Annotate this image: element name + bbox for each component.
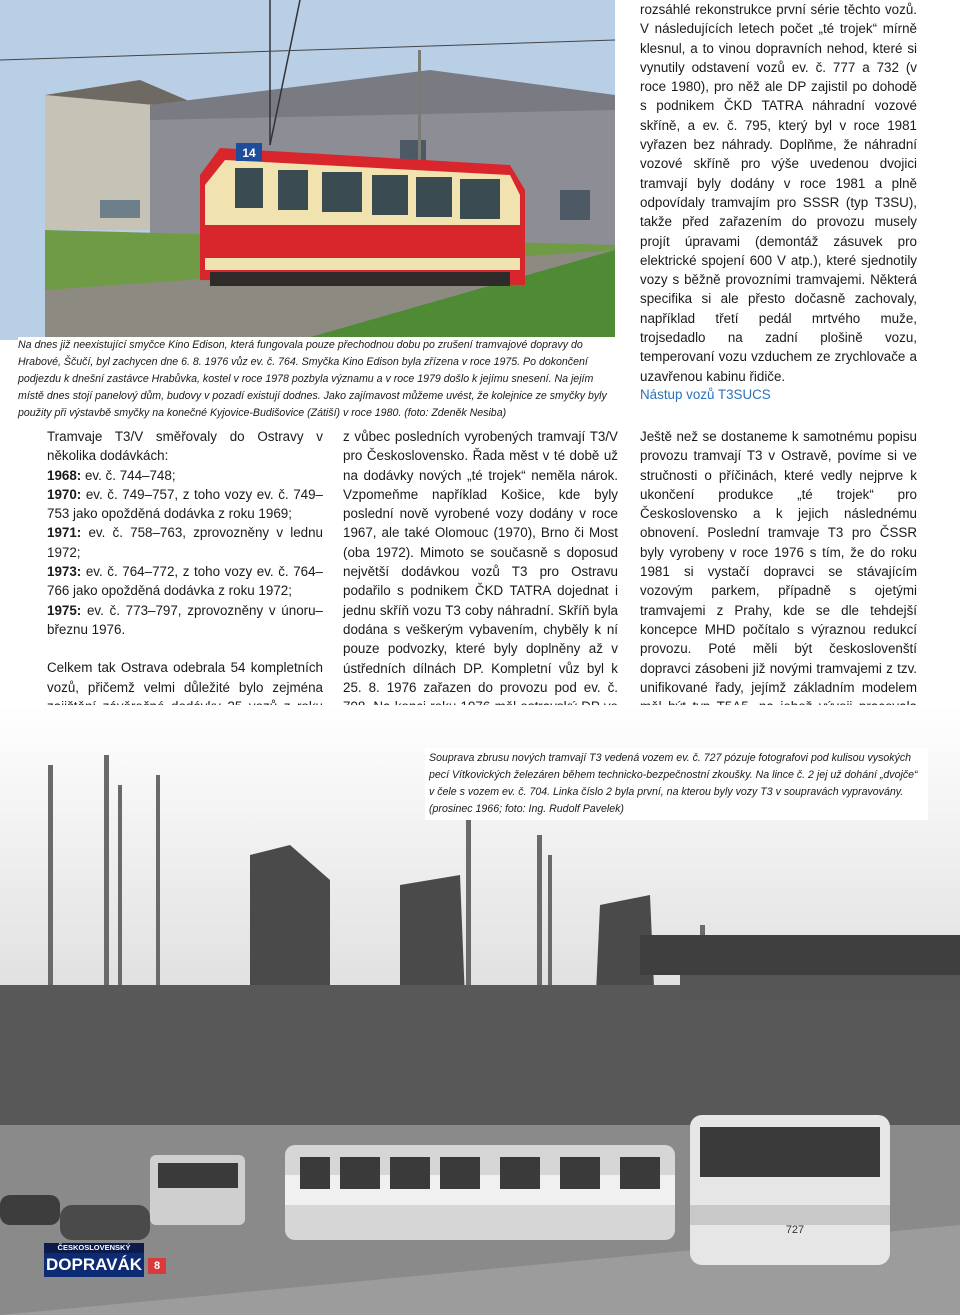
top-photo-caption: Na dnes již neexistující smyčce Kino Edison, která fungovala pouze přechodnou dobu po zrušení tramvajové dopravy do Hrabové, Ščučí, byl zachycen dne 6. 8. 1976 vůz ev. č. 764. Smyčka Kino Edison byla zřízena v roce 1975. Po dokončení podjezdu k dnešní zastávce Hrabůvka, kostel v roce 1978 pozbyla významu a v roce 1979 došlo k jejímu snesení. Na jejím místě dnes stojí panelový dům, budovy v pozadí existují dodnes. Jako zajímavost můžeme uvést, že kolejnice ze smyčky byly použity při výstavbě smyčky na konečné Kyjovice-Budišovice (Zátiší) v roce 1980. (foto: Zdeněk Nesiba): [18, 337, 615, 423]
deliveries-intro: Tramvaje T3/V směřovaly do Ostravy v několika dodávkách:: [47, 429, 323, 464]
bottom-photo-caption: Souprava zbrusu nových tramvají T3 vedená vozem ev. č. 727 pózuje fotografovi pod kulisou vysokých pecí Vítkovických železáren během technicko-bezpečnostní zkoušky. Na lince č. 2 jej už dohání „dvojče“ v čele s vozem ev. č. 704. Linka číslo 2 byla první, na kterou byly vozy T3 v soupravách vypravovány. (prosinec 1966; foto: Ing. Rudolf Pavelek): [425, 748, 928, 820]
svg-text:14: 14: [242, 146, 256, 160]
logo-line2: DOPRAVÁK: [44, 1253, 144, 1277]
tram-icon: [200, 143, 525, 286]
delivery-1973: 1973: ev. č. 764–772, z toho vozy ev. č. 764–766 jako opožděná dodávka z roku 1972;: [47, 564, 323, 599]
delivery-1971: 1971: ev. č. 758–763, zprovozněny v lednu 1972;: [47, 525, 323, 560]
column3-paragraph-top: rozsáhlé rekonstrukce první série těchto vozů. V následujících letech počet „té trojek“ mírně klesnul, a to vinou dopravních nehod, které si vynutily odstavení vozů ev. č. 777 a 732 (v roce 1980), pro něž ale DP zajistil po dohodě s podnikem ČKD TATRA náhradní vozové skříně, a ev. č. 795, který byl v roce 1981 vyřazen bez náhrady. Doplňme, že náhradní vozové skříně pro výše uvedenou dvojici tramvají byly dodány v roce 1981 a plně odpovídaly tramvajím pro SSSR (typ T3SU), takže před zařazením do provozu musely projít úpravami (demontáž zásuvek pro elektrické spojení 600 V atp.), které sjednotily vozy s běžně provozními tramvajemi. Některá specifika si ale přesto dočasně zachovaly, například třetí pedál mrtvého muže, trojsedadlo na zadní plošině vozu, temperovaní vozu vzduchem ze zrychlovače a uzavřenou kabinu řidiče.: [640, 2, 917, 384]
magazine-logo: [44, 1243, 162, 1281]
top-tram-photo: [0, 0, 615, 340]
svg-text:727: 727: [785, 1224, 805, 1236]
column2-paragraph: z vůbec posledních vyrobených tramvají T3/V pro Československo. Řada měst v té době už na dodávky nových „té trojek“ neměla nárok. Vzpomeňme například Košice, kde byly poslední nově vyrobené vozy dodány v roce 1967, ale také Olomouc (1970), Brno či Most (oba 1972). Mimoto se současně s doposud největší dodávkou vozů T3 pro Ostravu podařilo s podnikem ČKD TATRA dojednat i jednu skříň vozu T3 coby náhradní. Skříň byla dodána s veškerým vybavením, chyběly k ní pouze podvozky, které byly doplněny až v ústředních dílnách DP. Kompletní vůz byl k 25. 8. 1976 zařazen do provozu pod ev. č.: [343, 429, 618, 695]
delivery-1970: 1970: ev. č. 749–757, z toho vozy ev. č. 749–753 jako opožděná dodávka z roku 1969;: [47, 486, 323, 522]
logo-line1: ČESKOSLOVENSKÝ: [44, 1243, 144, 1253]
delivery-1968: 1968: ev. č. 744–748;: [47, 467, 176, 483]
section-subheading: Nástup vozů T3SUCS: [640, 387, 771, 402]
column3-paragraph-bottom: Ještě než se dostaneme k samotnému popisu provozu tramvají T3 v Ostravě, povíme si ve stručnosti o příčinách, které vedly nejprve k ukončení produkce „té trojek“ pro Československo a k jejich následnému obnovení. Poslední tramvaje T3 pro ČSSR byly vyrobeny v roce 1976 s tím, že do roku 1981 si vystačí dopravci se stávajícím vozovým parkem, případně s ojetými tramvajemi z Prahy, kde se dle tehdejší koncepce MHD počítalo s výraznou redukcí provozu. Poté měli být českoslovenští dopravci zásobeni již novými tramvajemi z tzv. unifikované řady, jejímž základním modelem: [640, 429, 917, 695]
column1-paragraph: Celkem tak Ostrava odebrala 54 kompletních vozů, přičemž velmi důležité bylo zejména: [47, 660, 323, 695]
delivery-1975: 1975: ev. č. 773–797, zprovozněny v únoru–březnu 1976.: [47, 602, 323, 637]
column-3-top: [640, 0, 917, 386]
page-number: 8: [148, 1258, 166, 1274]
